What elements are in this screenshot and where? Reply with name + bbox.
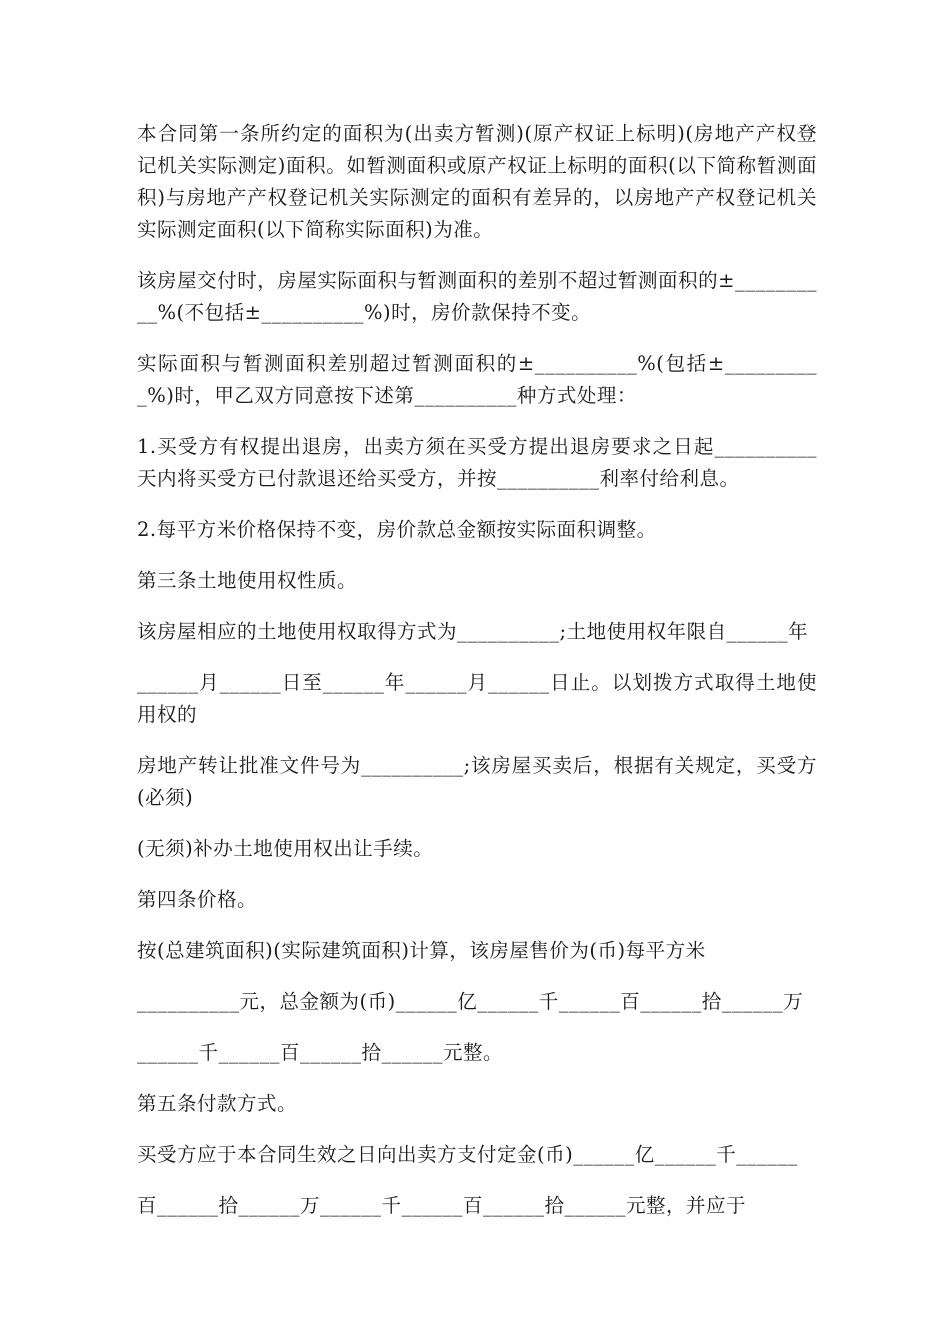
- paragraph-area-excess: 实际面积与暂测面积差别超过暂测面积的±__________%(包括±__________%)时，甲乙双方同意按下述第__________种方式处理：: [137, 352, 817, 407]
- paragraph-approval-document: 房地产转让批准文件号为__________;该房屋买卖后，根据有关规定，买受方(必须): [137, 754, 817, 809]
- contract-page: [137, 118, 817, 1241]
- paragraph-price-amount-continued: ______千______百______拾______元整。: [137, 1041, 504, 1064]
- paragraph-area-tolerance: 该房屋交付时，房屋实际面积与暂测面积的差别不超过暂测面积的±__________%(不包括±__________%)时，房价款保持不变。: [137, 269, 817, 324]
- paragraph-land-use-method: 该房屋相应的土地使用权取得方式为__________;土地使用权年限自______年: [137, 620, 809, 643]
- paragraph-transfer-procedure: (无须)补办土地使用权出让手续。: [137, 837, 434, 860]
- section-heading-land-use: 第三条土地使用权性质。: [137, 569, 358, 592]
- paragraph-price-amount: __________元，总金额为(币)______亿______千______百______拾______万: [137, 990, 804, 1013]
- paragraph-land-use-term: ______月______日至______年______月______日止。以划拨方式取得土地使用权的: [137, 671, 817, 726]
- paragraph-deposit: 买受方应于本合同生效之日向出卖方支付定金(币)______亿______千______: [137, 1143, 798, 1166]
- paragraph-price-basis: 按(总建筑面积)(实际建筑面积)计算，该房屋售价为(币)每平方米: [137, 939, 706, 962]
- paragraph-option-1: 1.买受方有权提出退房，出卖方须在买受方提出退房要求之日起__________天内将买受方已付款退还给买受方，并按__________利率付给利息。: [137, 435, 817, 490]
- paragraph-deposit-continued: 百______拾______万______千______百______拾______元整，并应于: [137, 1194, 747, 1217]
- section-heading-payment: 第五条付款方式。: [137, 1092, 298, 1115]
- section-heading-price: 第四条价格。: [137, 888, 258, 911]
- paragraph-area-definition: 本合同第一条所约定的面积为(出卖方暂测)(原产权证上标明)(房地产产权登记机关实际测定)面积。如暂测面积或原产权证上标明的面积(以下简称暂测面积)与房地产产权登记机关实际测定的面积有差异的，以房地产产权登记机关实际测定面积(以下简称实际面积)为准。: [137, 122, 817, 241]
- paragraph-option-2: 2.每平方米价格保持不变，房价款总金额按实际面积调整。: [137, 518, 657, 541]
